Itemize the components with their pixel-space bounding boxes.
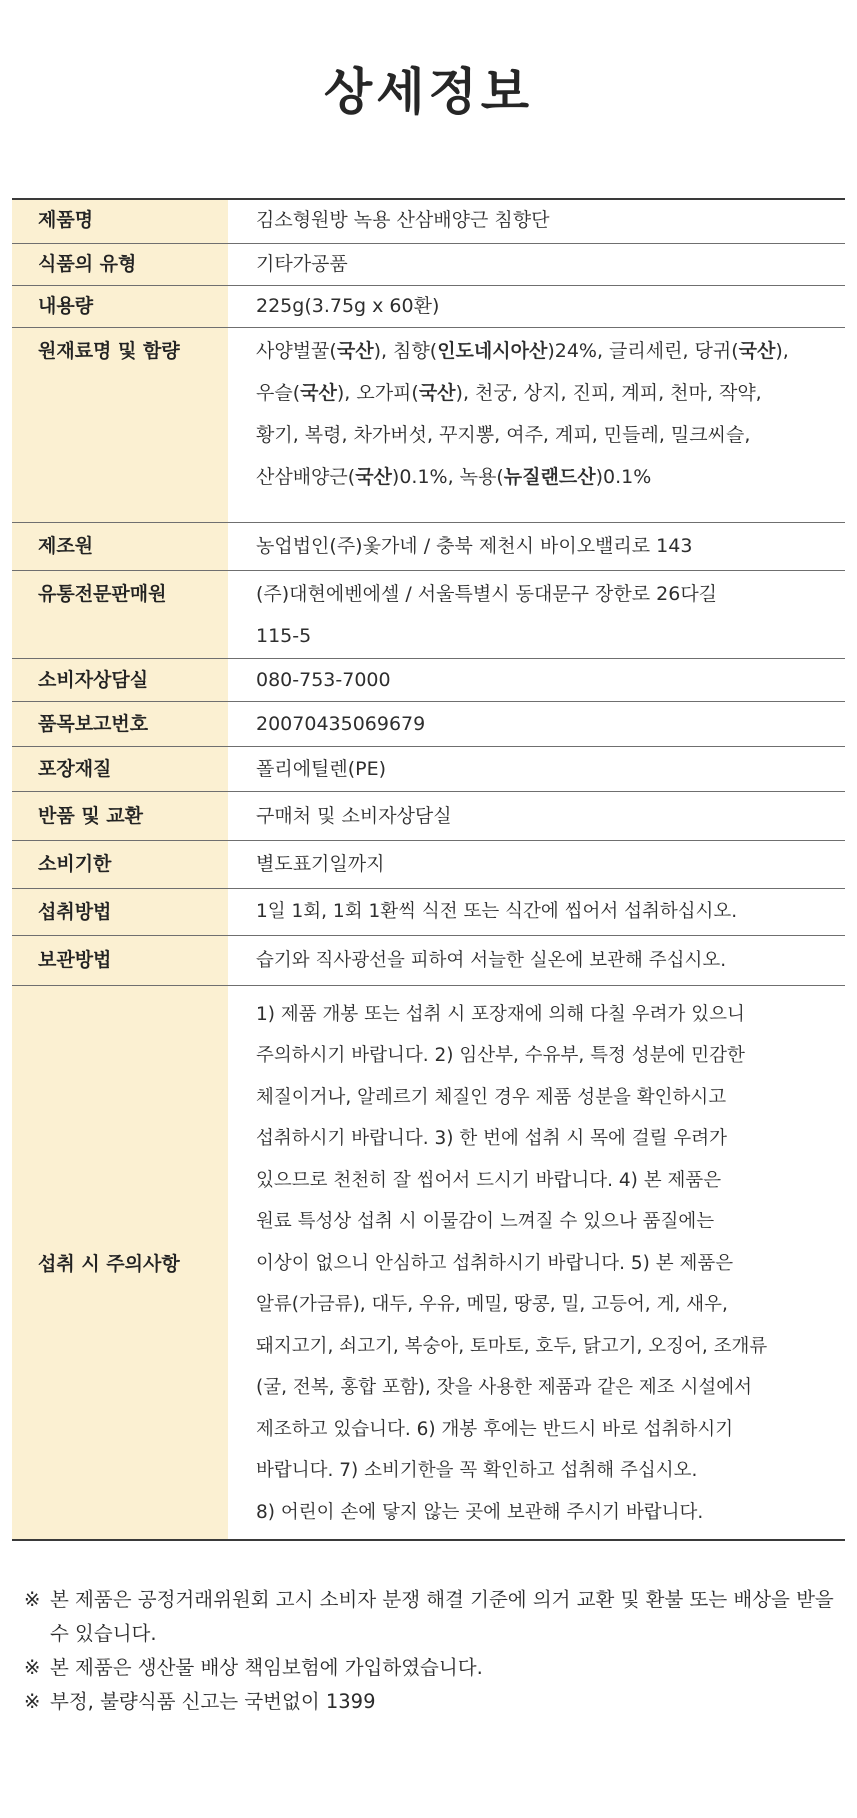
note-text: 본 제품은 공정거래위원회 고시 소비자 분쟁 해결 기준에 의거 교환 및 환불 또는 배상을 받을 수 있습니다. xyxy=(50,1588,834,1645)
table-row xyxy=(12,746,845,791)
row-label: 내용량 xyxy=(12,285,228,327)
row-label: 소비기한 xyxy=(12,840,228,888)
note-item xyxy=(24,1685,844,1719)
table-row xyxy=(12,243,845,285)
ingredient-line: 산삼배양근(국산)0.1%, 녹용(뉴질랜드산)0.1% xyxy=(256,465,652,488)
note-text: 부정, 불량식품 신고는 국번없이 1399 xyxy=(50,1690,376,1713)
row-value: 080-753-7000 xyxy=(256,668,391,691)
row-value: 구매처 및 소비자상담실 xyxy=(256,804,452,827)
table-row xyxy=(12,888,845,935)
row-value: 폴리에틸렌(PE) xyxy=(256,757,387,780)
row-label: 품목보고번호 xyxy=(12,701,228,746)
row-value-ingredients xyxy=(228,327,845,522)
table-row xyxy=(12,570,845,658)
row-value: 습기와 직사광선을 피하여 서늘한 실온에 보관해 주십시오. xyxy=(256,949,727,971)
table-row xyxy=(12,701,845,746)
table-row xyxy=(12,327,845,522)
row-label: 원재료명 및 함량 xyxy=(12,327,228,522)
ingredient-line: 우슬(국산), 오가피(국산), 천궁, 상지, 진피, 계피, 천마, 작약, xyxy=(256,381,762,404)
row-value: 225g(3.75g x 60환) xyxy=(256,294,440,317)
row-value-distributor: (주)대현에벤에셀 / 서울특별시 동대문구 장한로 26다길 115-5 xyxy=(256,582,718,647)
row-value: 기타가공품 xyxy=(256,252,348,275)
table-row xyxy=(12,522,845,570)
row-label: 섭취 시 주의사항 xyxy=(12,985,228,1540)
row-label: 제품명 xyxy=(12,199,228,243)
page-title: 상세정보 xyxy=(323,62,534,121)
table-row xyxy=(12,285,845,327)
row-label: 식품의 유형 xyxy=(12,243,228,285)
note-mark: ※ xyxy=(24,1656,41,1679)
note-item xyxy=(24,1583,844,1651)
row-label: 소비자상담실 xyxy=(12,658,228,701)
product-info-table xyxy=(12,198,845,1541)
row-label: 유통전문판매원 xyxy=(12,570,228,658)
row-value: 김소형원방 녹용 산삼배양근 침향단 xyxy=(256,209,550,231)
ingredient-line: 사양벌꿀(국산), 침향(인도네시아산)24%, 글리세린, 당귀(국산), xyxy=(256,339,789,362)
table-row xyxy=(12,935,845,985)
note-mark: ※ xyxy=(24,1690,41,1713)
row-label: 포장재질 xyxy=(12,746,228,791)
table-row xyxy=(12,840,845,888)
table-row xyxy=(12,658,845,701)
row-value: 별도표기일까지 xyxy=(256,852,385,875)
row-label: 보관방법 xyxy=(12,935,228,985)
ingredient-line: 황기, 복령, 차가버섯, 꾸지뽕, 여주, 계피, 민들레, 밀크씨슬, xyxy=(256,423,751,446)
table-row xyxy=(12,199,845,243)
row-label: 제조원 xyxy=(12,522,228,570)
row-value: 20070435069679 xyxy=(256,712,426,735)
table-row xyxy=(12,791,845,840)
notes xyxy=(24,1583,844,1719)
row-value-cautions: 1) 제품 개봉 또는 섭취 시 포장재에 의해 다칠 우려가 있으니 주의하시기 바랍니다. 2) 임산부, 수유부, 특정 성분에 민감한 체질이거나, 알레르기 체질인 경우 제품 성분을 확인하시고 섭취하시기 바랍니다. 3) 한 번에 섭취 시 목에 걸릴 우려가 있으므로 천천히 잘 씹어서 드시기 바랍니다. 4) 본 제품은 원료 특성상 섭취 시 이물감이 느껴질 수 있으나 품질에는 이상이 없으니 안심하고 섭취하시기 바랍니다. 5) 본 제품은 알류(가금류), 대두, 우유, 메밀, 땅콩, 밀, 고등어, 게, 새우, 돼지고기, 쇠고기, 복숭아, 토마토, 호두, 닭고기, 오징어, 조개류 (굴, 전복, 홍합 포함), 잣을 사용한 제품과 같은 제조 시설에서 제조하고 있습니다. 6) 개봉 후에는 반드시 바로 섭취하시기 바랍니다. 7) 소비기한을 꼭 확인하고 섭취해 주십시오. 8) 어린이 손에 닿지 않는 곳에 보관해 주시기 바랍니다. xyxy=(256,1003,768,1523)
table-row xyxy=(12,985,845,1540)
row-label: 반품 및 교환 xyxy=(12,791,228,840)
row-value: 1일 1회, 1회 1환씩 식전 또는 식간에 씹어서 섭취하십시오. xyxy=(256,900,738,922)
row-value: 농업법인(주)옻가네 / 충북 제천시 바이오밸리로 143 xyxy=(256,534,693,557)
note-text: 본 제품은 생산물 배상 책임보험에 가입하였습니다. xyxy=(50,1656,483,1679)
row-label: 섭취방법 xyxy=(12,888,228,935)
note-mark: ※ xyxy=(24,1588,41,1611)
note-item xyxy=(24,1651,844,1685)
